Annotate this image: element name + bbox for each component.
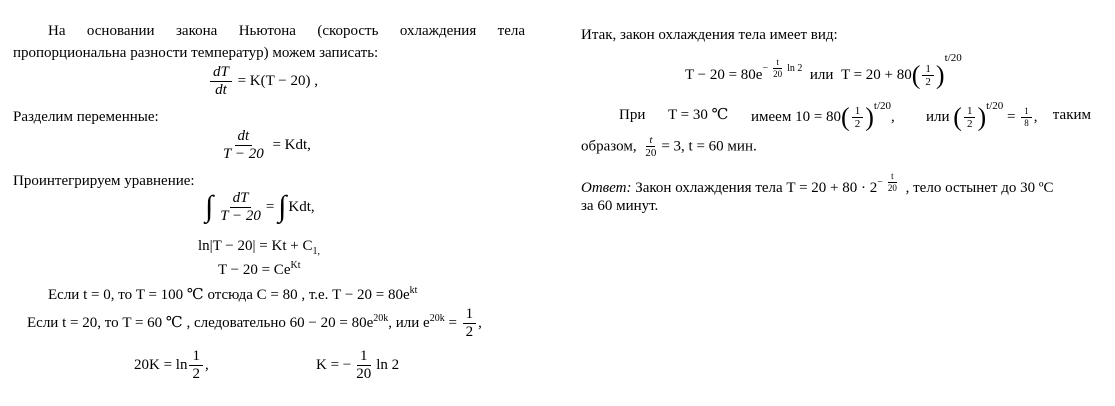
line-pri-eighth-num: 1 bbox=[1021, 107, 1032, 118]
answer-label: Ответ: bbox=[581, 179, 632, 196]
eq-main-sup-end: ln 2 bbox=[787, 63, 803, 74]
answer-line1 bbox=[581, 172, 1054, 197]
eq6-end: , bbox=[204, 356, 209, 373]
line-condition-2 bbox=[27, 306, 482, 341]
eq6-num: 1 bbox=[189, 348, 203, 366]
equation-newton bbox=[208, 64, 318, 99]
eq3-den: T − 20 bbox=[220, 207, 261, 224]
line-condition-1 bbox=[48, 286, 417, 304]
equation-exp bbox=[218, 261, 300, 279]
line-if2-num: 1 bbox=[463, 306, 477, 324]
para1-line1: На основании закона Ньютона (скорость охлаждения тела bbox=[48, 23, 525, 39]
line-if2-mid: , или e bbox=[388, 314, 430, 331]
eq5-sup: Kt bbox=[290, 260, 301, 271]
line-if2: Если t = 20, то T = 60 ℃ , следовательно 60 − 20 = 80e bbox=[27, 314, 374, 331]
eq5: T − 20 = Ce bbox=[218, 262, 291, 278]
answer-sup-den: 20 bbox=[887, 182, 897, 193]
eq-main-exp: t/20 bbox=[944, 52, 962, 64]
line-if2-eq: = bbox=[448, 314, 457, 331]
eq3-rhs: Kdt, bbox=[288, 198, 315, 215]
eq6-left: 20K = ln bbox=[134, 356, 188, 373]
equation-log bbox=[198, 237, 320, 255]
eq-main-half-den: 2 bbox=[925, 75, 931, 88]
line-pri-4: , bbox=[891, 109, 895, 125]
eq6-den: 2 bbox=[192, 365, 200, 382]
eq-main-sup-num: t bbox=[773, 58, 782, 69]
eq-main-sup-den: 20 bbox=[773, 68, 783, 79]
eq2-rhs: = Kdt, bbox=[272, 136, 311, 153]
equation-separated bbox=[218, 128, 311, 163]
equation-k bbox=[316, 348, 399, 383]
integral-sign-icon: ∫ bbox=[278, 190, 287, 224]
eq2-den: T − 20 bbox=[223, 145, 264, 162]
eq1-num: dT bbox=[213, 64, 229, 80]
line-pri-exp: t/20 bbox=[873, 100, 892, 112]
line-if2-sup2: 20k bbox=[429, 312, 445, 324]
line-pri-7: , bbox=[1033, 109, 1038, 125]
eq4-sub: 1, bbox=[312, 246, 320, 257]
answer-line2: за 60 минут. bbox=[581, 198, 659, 214]
line-if2-sup1: 20k bbox=[373, 312, 389, 324]
line-pri-exp2: t/20 bbox=[986, 100, 1004, 112]
line-if2-den: 2 bbox=[465, 323, 474, 340]
answer-sup-minus: − bbox=[877, 176, 883, 188]
eq4: ln|T − 20| = Kt + C bbox=[198, 238, 313, 254]
text-separate-variables: Разделим переменные: bbox=[13, 109, 159, 125]
eq2-num: dt bbox=[237, 128, 250, 144]
para1-line2: пропорциональна разности температур) можем записать: bbox=[13, 45, 379, 61]
line-pri-2: T = 30 ℃ bbox=[668, 107, 729, 123]
line-if1: Если t = 0, то T = 100 ℃ отсюда C = 80 , т.е. T − 20 = 80e bbox=[48, 287, 410, 303]
line-if1-sup: kt bbox=[409, 285, 418, 296]
integral-sign-icon: ∫ bbox=[205, 190, 214, 224]
line-pri-eighth-den: 8 bbox=[1024, 117, 1029, 128]
answer-text: Закон охлаждения тела T = 20 + 80 · 2 bbox=[631, 179, 878, 196]
line-pri-half-num: 1 bbox=[852, 105, 864, 118]
line-pri-3: имеем 10 = 80 bbox=[751, 109, 842, 125]
line-obr-1: образом, bbox=[581, 138, 637, 155]
eq1-rhs: = K(T − 20) , bbox=[237, 72, 318, 89]
line-pri-8: таким bbox=[1052, 107, 1091, 123]
line-obr-den: 20 bbox=[645, 147, 657, 160]
eq-main-sup-minus: − bbox=[762, 63, 769, 74]
text-integrate: Проинтегрируем уравнение: bbox=[13, 173, 195, 189]
eq-main-half-num: 1 bbox=[922, 63, 934, 76]
answer-sup-num: t bbox=[888, 172, 897, 183]
equation-20k bbox=[134, 348, 209, 383]
eq1-den: dt bbox=[215, 81, 227, 98]
eq7-den: 20 bbox=[356, 365, 372, 382]
answer-tail: , тело остынет до 30 ºC bbox=[901, 179, 1054, 196]
equation-cooling-law: $T - 20 = 80e^{- \frac{t}{20} ln 2}$ или T = 20 + 80( $\frac{1}{2}$ )$^{t/20}$ bbox=[685, 52, 962, 90]
equation-integral bbox=[205, 190, 315, 225]
eq-main-left: T − 20 = 80e bbox=[685, 67, 763, 83]
line-obr-num: t bbox=[649, 134, 653, 146]
right-line1: Итак, закон охлаждения тела имеет вид: bbox=[581, 27, 838, 43]
eq-main-right: T = 20 + 80 bbox=[840, 67, 912, 83]
right-line-obr bbox=[581, 134, 757, 160]
eq7-left: K = − bbox=[316, 356, 352, 373]
eq3-num: dT bbox=[232, 190, 249, 206]
line-pri-half-den: 2 bbox=[854, 117, 861, 130]
line-if2-end: , bbox=[478, 314, 482, 331]
eq7-end: ln 2 bbox=[376, 356, 400, 373]
eq3-mid: = bbox=[265, 198, 275, 215]
line-obr-2: = 3, t = 60 мин. bbox=[661, 138, 757, 155]
line-pri-6: = bbox=[1007, 109, 1016, 125]
line-pri-5: или bbox=[926, 109, 950, 125]
eq7-num: 1 bbox=[357, 348, 371, 366]
eq-main-or: или bbox=[809, 67, 834, 83]
line-pri-1: При bbox=[619, 107, 646, 123]
